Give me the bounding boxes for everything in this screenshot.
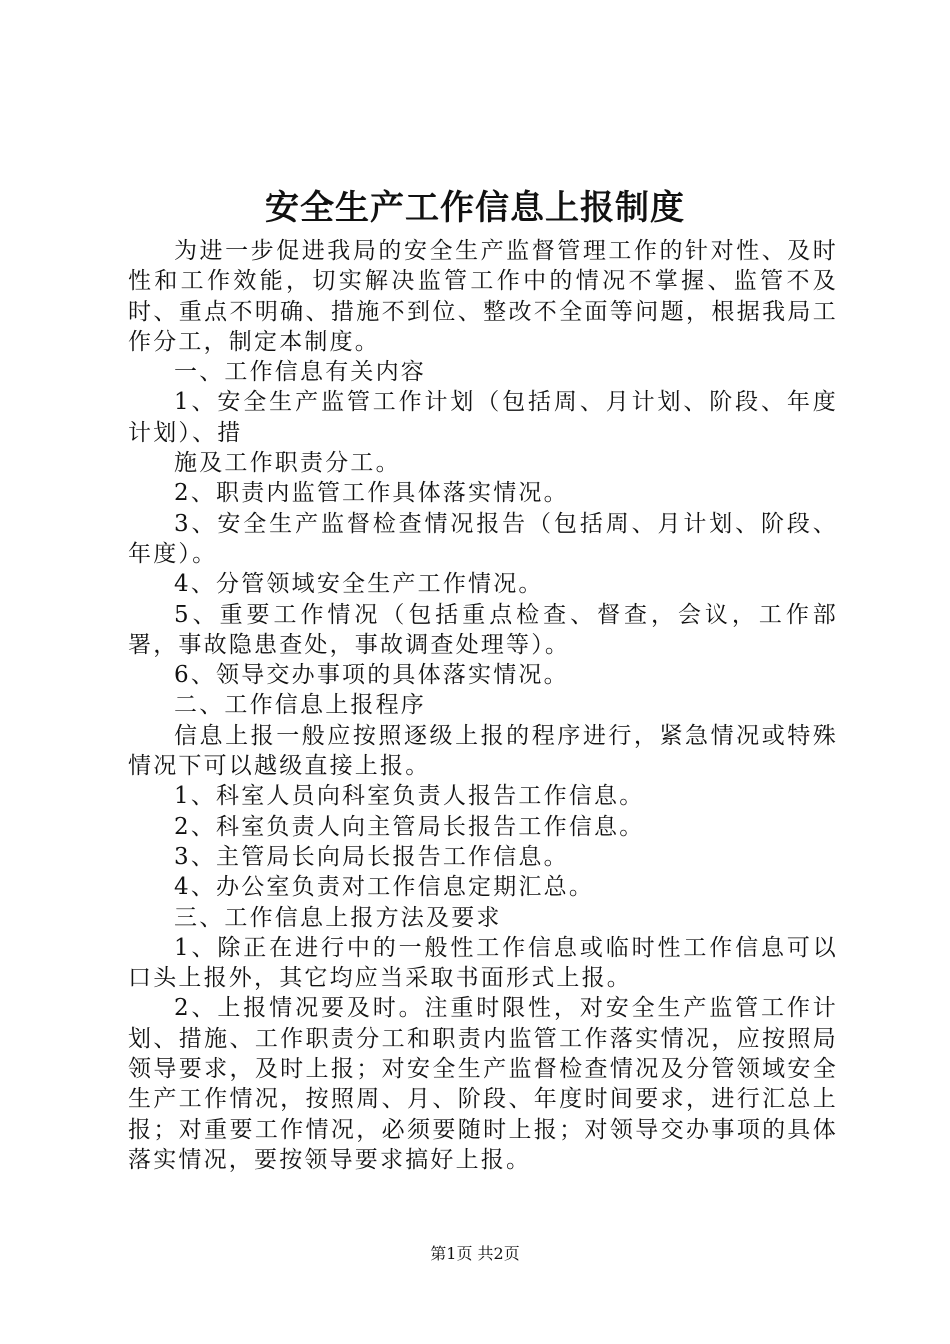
paragraph-item: 1、科室人员向科室负责人报告工作信息。 — [174, 783, 645, 810]
paragraph-item: 3、主管局长向局长报告工作信息。 — [174, 843, 569, 870]
paragraph-item: 4、分管领域安全生产工作情况。 — [174, 571, 544, 598]
section-heading-1: 一、工作信息有关内容 — [174, 359, 426, 386]
document-body — [128, 236, 838, 1175]
paragraph-item: 2、上报情况要及时。注重时限性，对安全生产监管工作计划、措施、工作职责分工和职责内监管工作落实情况，应按照局领导要求，及时上报；对安全生产监督检查情况及分管领域安全生产工作情况，按照周、月、阶段、年度时间要求，进行汇总上报；对重要工作情况，必须要随时上报；对领导交办事项的具体落实情况，要按领导要求搞好上报。 — [128, 995, 838, 1173]
paragraph-item: 2、职责内监管工作具体落实情况。 — [174, 480, 569, 507]
paragraph-item: 施及工作职责分工。 — [174, 450, 401, 477]
paragraph-item: 1、除正在进行中的一般性工作信息或临时性工作信息可以口头上报外，其它均应当采取书面形式上报。 — [128, 934, 838, 992]
section-heading-3: 三、工作信息上报方法及要求 — [174, 904, 502, 931]
paragraph-item: 信息上报一般应按照逐级上报的程序进行，紧急情况或特殊情况下可以越级直接上报。 — [128, 722, 838, 780]
document-title: 安全生产工作信息上报制度 — [265, 188, 685, 228]
paragraph-item: 3、安全生产监督检查情况报告（包括周、月计划、阶段、年度）。 — [128, 510, 838, 567]
paragraph-item: 5、重要工作情况（包括重点检查、督查，会议，工作部署，事故隐患查处，事故调查处理等）。 — [128, 601, 838, 658]
section-heading-2: 二、工作信息上报程序 — [174, 692, 426, 719]
paragraph-item: 1、安全生产监管工作计划（包括周、月计划、阶段、年度计划）、措 — [128, 389, 838, 446]
paragraph-item: 2、科室负责人向主管局长报告工作信息。 — [174, 813, 645, 840]
paragraph-intro: 为进一步促进我局的安全生产监督管理工作的针对性、及时性和工作效能，切实解决监管工作中的情况不掌握、监管不及时、重点不明确、措施不到位、整改不全面等问题，根据我局工作分工，制定本制度。 — [128, 238, 838, 355]
paragraph-item: 4、办公室负责对工作信息定期汇总。 — [174, 874, 595, 901]
page-footer: 第1页 共2页 — [430, 1244, 520, 1263]
paragraph-item: 6、领导交办事项的具体落实情况。 — [174, 662, 569, 689]
